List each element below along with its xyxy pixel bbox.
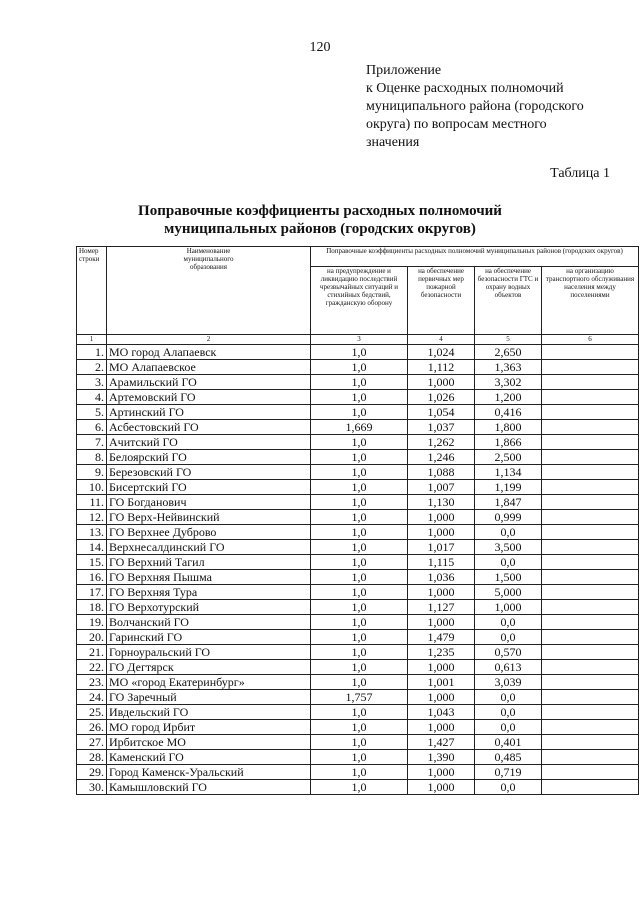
municipality-name-cell: ГО Дегтярск xyxy=(107,660,311,675)
row-number-cell: 22. xyxy=(77,660,107,675)
municipality-name-cell: Березовский ГО xyxy=(107,465,311,480)
fire-coefficient-cell: 1,036 xyxy=(408,570,475,585)
transport-coefficient-cell xyxy=(542,480,639,495)
row-number-cell: 13. xyxy=(77,525,107,540)
table-row xyxy=(77,615,639,630)
emergency-coefficient-cell: 1,0 xyxy=(311,360,408,375)
hydraulic-coefficient-cell: 3,302 xyxy=(475,375,542,390)
appendix-line: значения xyxy=(366,135,420,150)
municipality-name-cell: Арамильский ГО xyxy=(107,375,311,390)
municipality-name-cell: МО город Алапаевск xyxy=(107,345,311,360)
emergency-coefficient-cell: 1,0 xyxy=(311,660,408,675)
fire-coefficient-cell: 1,112 xyxy=(408,360,475,375)
hydraulic-coefficient-cell: 0,485 xyxy=(475,750,542,765)
municipality-name-cell: Артинский ГО xyxy=(107,405,311,420)
transport-coefficient-cell xyxy=(542,465,639,480)
fire-coefficient-cell: 1,017 xyxy=(408,540,475,555)
row-number-cell: 28. xyxy=(77,750,107,765)
row-number-cell: 10. xyxy=(77,480,107,495)
appendix-line: муниципального района (городского xyxy=(366,99,584,114)
fire-coefficient-cell: 1,262 xyxy=(408,435,475,450)
row-number-cell: 6. xyxy=(77,420,107,435)
emergency-coefficient-cell: 1,0 xyxy=(311,765,408,780)
column-number: 5 xyxy=(475,335,542,345)
row-number-cell: 24. xyxy=(77,690,107,705)
hydraulic-coefficient-cell: 1,500 xyxy=(475,570,542,585)
municipality-name-cell: ГО Верх-Нейвинский xyxy=(107,510,311,525)
table-row xyxy=(77,345,639,360)
fire-coefficient-cell: 1,390 xyxy=(408,750,475,765)
emergency-coefficient-cell: 1,0 xyxy=(311,480,408,495)
hydraulic-coefficient-cell: 1,200 xyxy=(475,390,542,405)
emergency-coefficient-cell: 1,0 xyxy=(311,615,408,630)
hydraulic-coefficient-cell: 0,0 xyxy=(475,630,542,645)
row-number-cell: 2. xyxy=(77,360,107,375)
title-line: муниципальных районов (городских округов) xyxy=(164,221,476,237)
table-row xyxy=(77,720,639,735)
fire-coefficient-cell: 1,127 xyxy=(408,600,475,615)
row-number-cell: 7. xyxy=(77,435,107,450)
table-row xyxy=(77,780,639,795)
row-number-cell: 15. xyxy=(77,555,107,570)
document-title xyxy=(0,202,640,238)
hydraulic-coefficient-cell: 2,650 xyxy=(475,345,542,360)
municipality-name-cell: ГО Верхотурский xyxy=(107,600,311,615)
table-row xyxy=(77,630,639,645)
municipality-name-cell: Бисертский ГО xyxy=(107,480,311,495)
emergency-coefficient-cell: 1,0 xyxy=(311,495,408,510)
hydraulic-coefficient-cell: 5,000 xyxy=(475,585,542,600)
municipality-name-cell: Волчанский ГО xyxy=(107,615,311,630)
fire-coefficient-cell: 1,246 xyxy=(408,450,475,465)
transport-coefficient-cell xyxy=(542,495,639,510)
hydraulic-coefficient-cell: 0,0 xyxy=(475,525,542,540)
header-transport: на организацию транспортного обслуживания населения между поселениями xyxy=(542,267,639,335)
row-number-cell: 21. xyxy=(77,645,107,660)
table-row xyxy=(77,375,639,390)
table-row xyxy=(77,555,639,570)
hydraulic-coefficient-cell: 1,199 xyxy=(475,480,542,495)
header-name-text: Наименование муниципального образования xyxy=(183,247,234,271)
column-number: 3 xyxy=(311,335,408,345)
municipality-name-cell: Город Каменск-Уральский xyxy=(107,765,311,780)
fire-coefficient-cell: 1,000 xyxy=(408,780,475,795)
transport-coefficient-cell xyxy=(542,450,639,465)
municipality-name-cell: ГО Верхний Тагил xyxy=(107,555,311,570)
table-row xyxy=(77,390,639,405)
fire-coefficient-cell: 1,115 xyxy=(408,555,475,570)
transport-coefficient-cell xyxy=(542,660,639,675)
fire-coefficient-cell: 1,054 xyxy=(408,405,475,420)
table-row xyxy=(77,660,639,675)
header-hydraulic-safety: на обеспечение безопасности ГТС и охрану водных объектов xyxy=(475,267,542,335)
hydraulic-coefficient-cell: 1,363 xyxy=(475,360,542,375)
table-label: Таблица 1 xyxy=(550,166,610,181)
row-number-cell: 5. xyxy=(77,405,107,420)
hydraulic-coefficient-cell: 0,0 xyxy=(475,615,542,630)
emergency-coefficient-cell: 1,0 xyxy=(311,750,408,765)
fire-coefficient-cell: 1,000 xyxy=(408,525,475,540)
transport-coefficient-cell xyxy=(542,345,639,360)
transport-coefficient-cell xyxy=(542,525,639,540)
hydraulic-coefficient-cell: 1,134 xyxy=(475,465,542,480)
municipality-name-cell: Верхнесалдинский ГО xyxy=(107,540,311,555)
fire-coefficient-cell: 1,088 xyxy=(408,465,475,480)
fire-coefficient-cell: 1,000 xyxy=(408,720,475,735)
hydraulic-coefficient-cell: 1,866 xyxy=(475,435,542,450)
row-number-cell: 9. xyxy=(77,465,107,480)
row-number-cell: 16. xyxy=(77,570,107,585)
row-number-cell: 14. xyxy=(77,540,107,555)
emergency-coefficient-cell: 1,0 xyxy=(311,600,408,615)
hydraulic-coefficient-cell: 0,0 xyxy=(475,705,542,720)
municipality-name-cell: Ивдельский ГО xyxy=(107,705,311,720)
table-row xyxy=(77,675,639,690)
emergency-coefficient-cell: 1,0 xyxy=(311,375,408,390)
fire-coefficient-cell: 1,000 xyxy=(408,375,475,390)
table-row xyxy=(77,525,639,540)
row-number-cell: 27. xyxy=(77,735,107,750)
table-row xyxy=(77,735,639,750)
fire-coefficient-cell: 1,000 xyxy=(408,585,475,600)
municipality-name-cell: Ирбитское МО xyxy=(107,735,311,750)
header-emergency: на предупреждение и ликвидацию последствий чрезвычайных ситуаций и стихийных бедствий, гражданскую оборону xyxy=(311,267,408,335)
municipality-name-cell: ГО Верхнее Дуброво xyxy=(107,525,311,540)
municipality-name-cell: МО «город Екатеринбург» xyxy=(107,675,311,690)
emergency-coefficient-cell: 1,0 xyxy=(311,555,408,570)
fire-coefficient-cell: 1,000 xyxy=(408,660,475,675)
row-number-cell: 26. xyxy=(77,720,107,735)
hydraulic-coefficient-cell: 0,401 xyxy=(475,735,542,750)
fire-coefficient-cell: 1,043 xyxy=(408,705,475,720)
coefficients-table xyxy=(76,246,639,795)
table-body xyxy=(77,345,639,795)
fire-coefficient-cell: 1,037 xyxy=(408,420,475,435)
column-number: 6 xyxy=(542,335,639,345)
emergency-coefficient-cell: 1,0 xyxy=(311,465,408,480)
municipality-name-cell: ГО Заречный xyxy=(107,690,311,705)
column-numbers-row xyxy=(77,335,639,345)
table-row xyxy=(77,705,639,720)
column-number: 4 xyxy=(408,335,475,345)
emergency-coefficient-cell: 1,0 xyxy=(311,705,408,720)
row-number-cell: 11. xyxy=(77,495,107,510)
fire-coefficient-cell: 1,479 xyxy=(408,630,475,645)
header-row-number: Номер строки xyxy=(77,247,107,335)
fire-coefficient-cell: 1,024 xyxy=(408,345,475,360)
transport-coefficient-cell xyxy=(542,735,639,750)
municipality-name-cell: Белоярский ГО xyxy=(107,450,311,465)
emergency-coefficient-cell: 1,669 xyxy=(311,420,408,435)
transport-coefficient-cell xyxy=(542,750,639,765)
table-row xyxy=(77,570,639,585)
transport-coefficient-cell xyxy=(542,675,639,690)
table-row xyxy=(77,405,639,420)
emergency-coefficient-cell: 1,757 xyxy=(311,690,408,705)
hydraulic-coefficient-cell: 3,039 xyxy=(475,675,542,690)
row-number-cell: 30. xyxy=(77,780,107,795)
table-row xyxy=(77,360,639,375)
emergency-coefficient-cell: 1,0 xyxy=(311,585,408,600)
appendix-line: округа) по вопросам местного xyxy=(366,117,547,132)
appendix-note xyxy=(366,62,626,152)
transport-coefficient-cell xyxy=(542,705,639,720)
title-line: Поправочные коэффициенты расходных полномочий xyxy=(138,203,502,219)
transport-coefficient-cell xyxy=(542,570,639,585)
transport-coefficient-cell xyxy=(542,780,639,795)
row-number-cell: 18. xyxy=(77,600,107,615)
transport-coefficient-cell xyxy=(542,420,639,435)
hydraulic-coefficient-cell: 0,613 xyxy=(475,660,542,675)
emergency-coefficient-cell: 1,0 xyxy=(311,405,408,420)
row-number-cell: 25. xyxy=(77,705,107,720)
hydraulic-coefficient-cell: 0,570 xyxy=(475,645,542,660)
row-number-cell: 3. xyxy=(77,375,107,390)
table-row xyxy=(77,495,639,510)
row-number-cell: 29. xyxy=(77,765,107,780)
table-row xyxy=(77,750,639,765)
table-row xyxy=(77,420,639,435)
transport-coefficient-cell xyxy=(542,555,639,570)
column-number: 1 xyxy=(77,335,107,345)
table-row xyxy=(77,465,639,480)
transport-coefficient-cell xyxy=(542,540,639,555)
municipality-name-cell: МО Алапаевское xyxy=(107,360,311,375)
table-row xyxy=(77,600,639,615)
transport-coefficient-cell xyxy=(542,720,639,735)
municipality-name-cell: ГО Верхняя Пышма xyxy=(107,570,311,585)
fire-coefficient-cell: 1,000 xyxy=(408,615,475,630)
emergency-coefficient-cell: 1,0 xyxy=(311,645,408,660)
municipality-name-cell: ГО Богданович xyxy=(107,495,311,510)
emergency-coefficient-cell: 1,0 xyxy=(311,720,408,735)
hydraulic-coefficient-cell: 0,0 xyxy=(475,555,542,570)
header-fire-safety: на обеспечение первичных мер пожарной безопасности xyxy=(408,267,475,335)
emergency-coefficient-cell: 1,0 xyxy=(311,345,408,360)
emergency-coefficient-cell: 1,0 xyxy=(311,570,408,585)
appendix-line: к Оценке расходных полномочий xyxy=(366,81,564,96)
hydraulic-coefficient-cell: 0,999 xyxy=(475,510,542,525)
header-name xyxy=(107,247,311,335)
emergency-coefficient-cell: 1,0 xyxy=(311,630,408,645)
row-number-cell: 20. xyxy=(77,630,107,645)
transport-coefficient-cell xyxy=(542,645,639,660)
hydraulic-coefficient-cell: 0,0 xyxy=(475,780,542,795)
hydraulic-coefficient-cell: 2,500 xyxy=(475,450,542,465)
municipality-name-cell: Асбестовский ГО xyxy=(107,420,311,435)
municipality-name-cell: Ачитский ГО xyxy=(107,435,311,450)
emergency-coefficient-cell: 1,0 xyxy=(311,540,408,555)
transport-coefficient-cell xyxy=(542,510,639,525)
municipality-name-cell: Камышловский ГО xyxy=(107,780,311,795)
table-row xyxy=(77,480,639,495)
fire-coefficient-cell: 1,000 xyxy=(408,510,475,525)
row-number-cell: 8. xyxy=(77,450,107,465)
municipality-name-cell: ГО Верхняя Тура xyxy=(107,585,311,600)
emergency-coefficient-cell: 1,0 xyxy=(311,390,408,405)
fire-coefficient-cell: 1,235 xyxy=(408,645,475,660)
row-number-cell: 19. xyxy=(77,615,107,630)
header-coefficients: Поправочные коэффициенты расходных полномочий муниципальных районов (городских округов) xyxy=(311,247,639,267)
fire-coefficient-cell: 1,130 xyxy=(408,495,475,510)
fire-coefficient-cell: 1,000 xyxy=(408,690,475,705)
hydraulic-coefficient-cell: 0,416 xyxy=(475,405,542,420)
row-number-cell: 12. xyxy=(77,510,107,525)
fire-coefficient-cell: 1,007 xyxy=(408,480,475,495)
transport-coefficient-cell xyxy=(542,360,639,375)
fire-coefficient-cell: 1,427 xyxy=(408,735,475,750)
column-number: 2 xyxy=(107,335,311,345)
transport-coefficient-cell xyxy=(542,765,639,780)
transport-coefficient-cell xyxy=(542,405,639,420)
table-row xyxy=(77,585,639,600)
fire-coefficient-cell: 1,026 xyxy=(408,390,475,405)
transport-coefficient-cell xyxy=(542,690,639,705)
appendix-line: Приложение xyxy=(366,63,442,78)
table-row xyxy=(77,765,639,780)
emergency-coefficient-cell: 1,0 xyxy=(311,735,408,750)
row-number-cell: 4. xyxy=(77,390,107,405)
emergency-coefficient-cell: 1,0 xyxy=(311,450,408,465)
transport-coefficient-cell xyxy=(542,390,639,405)
municipality-name-cell: МО город Ирбит xyxy=(107,720,311,735)
transport-coefficient-cell xyxy=(542,600,639,615)
fire-coefficient-cell: 1,001 xyxy=(408,675,475,690)
row-number-cell: 23. xyxy=(77,675,107,690)
emergency-coefficient-cell: 1,0 xyxy=(311,525,408,540)
table-row xyxy=(77,450,639,465)
page-number: 120 xyxy=(309,40,331,55)
municipality-name-cell: Каменский ГО xyxy=(107,750,311,765)
table-row xyxy=(77,690,639,705)
hydraulic-coefficient-cell: 3,500 xyxy=(475,540,542,555)
hydraulic-coefficient-cell: 1,800 xyxy=(475,420,542,435)
row-number-cell: 17. xyxy=(77,585,107,600)
municipality-name-cell: Артемовский ГО xyxy=(107,390,311,405)
hydraulic-coefficient-cell: 1,000 xyxy=(475,600,542,615)
emergency-coefficient-cell: 1,0 xyxy=(311,510,408,525)
hydraulic-coefficient-cell: 0,0 xyxy=(475,720,542,735)
municipality-name-cell: Гаринский ГО xyxy=(107,630,311,645)
row-number-cell: 1. xyxy=(77,345,107,360)
municipality-name-cell: Горноуральский ГО xyxy=(107,645,311,660)
table-row xyxy=(77,510,639,525)
emergency-coefficient-cell: 1,0 xyxy=(311,675,408,690)
transport-coefficient-cell xyxy=(542,435,639,450)
hydraulic-coefficient-cell: 1,847 xyxy=(475,495,542,510)
table-row xyxy=(77,435,639,450)
transport-coefficient-cell xyxy=(542,375,639,390)
fire-coefficient-cell: 1,000 xyxy=(408,765,475,780)
table-row xyxy=(77,645,639,660)
hydraulic-coefficient-cell: 0,719 xyxy=(475,765,542,780)
transport-coefficient-cell xyxy=(542,630,639,645)
transport-coefficient-cell xyxy=(542,615,639,630)
emergency-coefficient-cell: 1,0 xyxy=(311,780,408,795)
table-row xyxy=(77,540,639,555)
emergency-coefficient-cell: 1,0 xyxy=(311,435,408,450)
hydraulic-coefficient-cell: 0,0 xyxy=(475,690,542,705)
transport-coefficient-cell xyxy=(542,585,639,600)
